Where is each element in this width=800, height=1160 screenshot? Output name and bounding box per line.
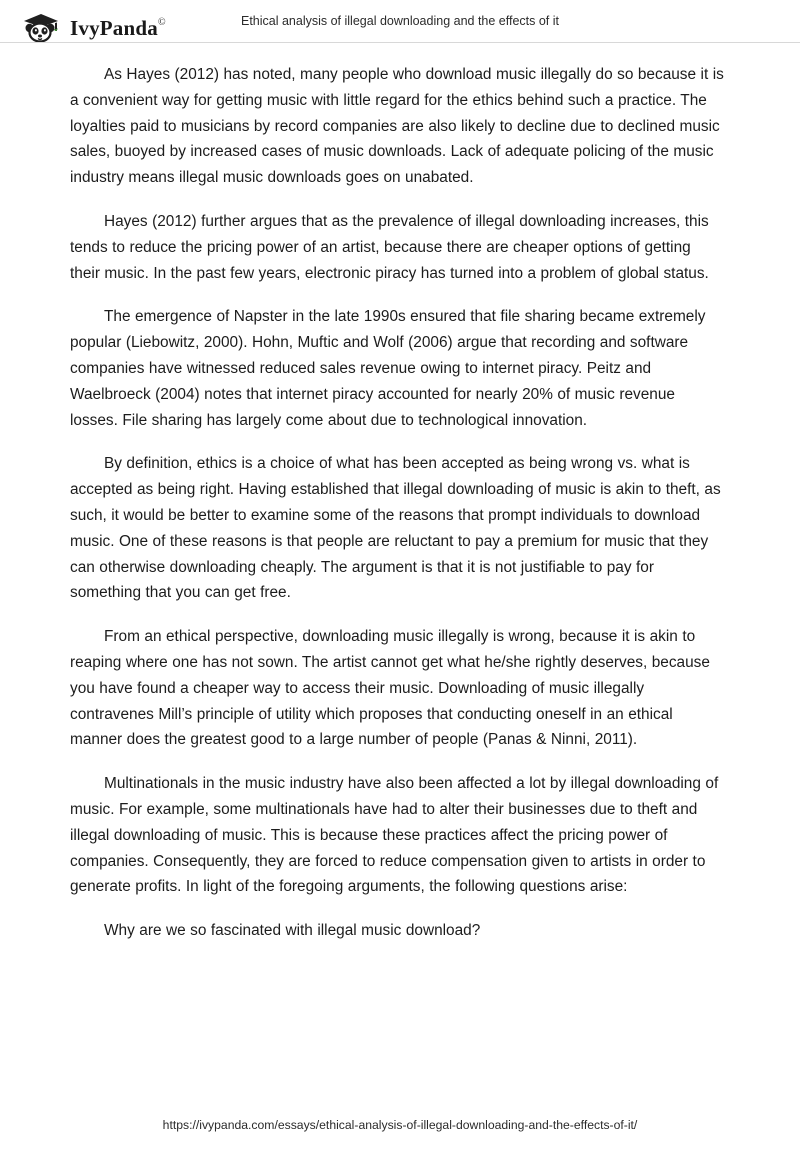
paragraph: Hayes (2012) further argues that as the prevalence of illegal downloading increases, this tends to reduce the pricing power of an artist, because there are cheaper options of getting their music. In the past few years, electronic piracy has turned into a problem of global status. bbox=[70, 212, 709, 282]
document-title: Ethical analysis of illegal downloading and the effects of it bbox=[240, 14, 560, 28]
page-footer bbox=[0, 1116, 800, 1134]
document-body bbox=[70, 62, 725, 962]
source-url-link[interactable]: https://ivypanda.com/essays/ethical-analysis-of-illegal-downloading-and-the-effects-of-it/ bbox=[162, 1118, 638, 1132]
brand-name-text: IvyPanda bbox=[70, 15, 158, 40]
paragraph: As Hayes (2012) has noted, many people who download music illegally do so because it is a convenient way for getting music with little regard for the ethics behind such a practice. The loyalties paid to musicians by record companies are also likely to decline due to declined music sales, buoyed by increased cases of music downloads. Lack of adequate policing of the music industry means illegal music downloads goes on unabated. bbox=[70, 66, 724, 187]
paragraph: By definition, ethics is a choice of what has been accepted as being wrong vs. what is accepted as being right. Having established that illegal downloading of music is akin to theft, as such, it would be better to examine some of the reasons that prompt individuals to download music. One of these reasons is that people are reluctant to pay a premium for music that they can otherwise downloading cheaply. The argument is that it is not justifiable to pay for something that you can get free. bbox=[70, 455, 721, 602]
page-header bbox=[0, 0, 800, 56]
paragraph: Why are we so fascinated with illegal music download? bbox=[104, 922, 481, 940]
paragraph: The emergence of Napster in the late 1990s ensured that file sharing became extremely popular (Liebowitz, 2000). Hohn, Muftic and Wolf (2006) argue that recording and software companies have witnessed reduced sales revenue owing to internet piracy. Peitz and Waelbroeck (2004) notes that internet piracy accounted for nearly 20% of music revenue losses. File sharing has largely come about due to technological innovation. bbox=[70, 308, 706, 429]
paragraph: Multinationals in the music industry have also been affected a lot by illegal downloading of music. For example, some multinationals have had to alter their businesses due to theft and illegal downloading of music. This is because these practices affect the pricing power of companies. Consequently, they are forced to reduce compensation given to artists in order to generate profits. In light of the foregoing arguments, the following questions arise: bbox=[70, 775, 719, 896]
header-divider bbox=[0, 42, 800, 43]
paragraph: From an ethical perspective, downloading music illegally is wrong, because it is akin to reaping where one has not sown. The artist cannot get what he/she rightly deserves, because you have found a cheaper way to access their music. Downloading of music illegally contravenes Mill’s principle of utility which proposes that conducting oneself in an ethical manner does the greatest good to a large number of people (Panas & Ninni, 2011). bbox=[70, 628, 710, 749]
brand-copyright-mark: © bbox=[157, 16, 166, 28]
